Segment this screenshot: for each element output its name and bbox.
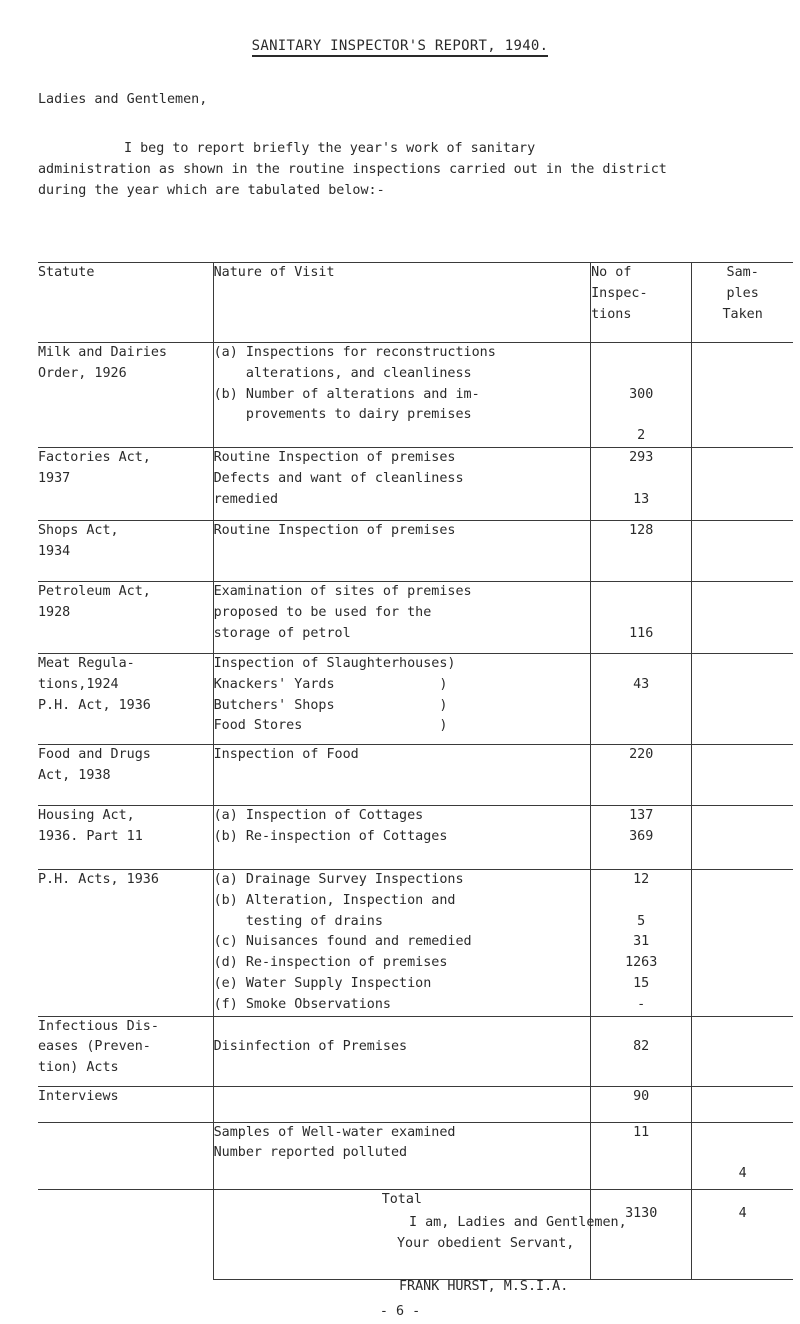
signature: FRANK HURST, M.S.I.A. [399, 1279, 569, 1294]
samples-cell [692, 581, 793, 653]
samples-cell [692, 447, 793, 520]
statute-line: P.H. Acts, 1936 [38, 871, 159, 887]
table-row [38, 869, 793, 1016]
inspections-cell [591, 581, 692, 653]
inspections-cell [591, 1122, 692, 1189]
statute-line: Milk and Dairies [38, 345, 167, 360]
statute-line: tions,1924 [38, 676, 119, 692]
statute-cell [38, 447, 213, 520]
inspections-value: 300 [629, 386, 654, 402]
intro-line: during the year which are tabulated below:- [38, 182, 385, 198]
samples-cell [692, 869, 793, 1016]
statute-line: 1936. Part 11 [38, 828, 143, 844]
total-label: Total [213, 1189, 591, 1279]
header-number-of-inspections: No of Inspec- tions [591, 263, 692, 343]
samples-value [692, 1143, 793, 1164]
statute-line: eases (Preven- [38, 1039, 151, 1055]
samples-cell [692, 1016, 793, 1086]
inspections-value: 137 [629, 807, 654, 823]
header-samples-taken: Sam- ples Taken [692, 263, 793, 343]
nature-line: (e) Water Supply Inspection [213, 975, 432, 991]
inspections-value [591, 654, 691, 675]
statute-cell [38, 1086, 213, 1122]
statute-cell [38, 869, 213, 1016]
nature-cell [213, 653, 591, 744]
inspections-cell [591, 653, 692, 744]
samples-cell [692, 520, 793, 581]
inspections-value: 82 [633, 1039, 650, 1055]
inspections-cell [591, 343, 692, 448]
statute-line: P.H. Act, 1936 [38, 697, 151, 713]
nature-cell [213, 805, 591, 869]
nature-line: (b) Number of alterations and im- [213, 386, 480, 402]
samples-cell [692, 744, 793, 805]
nature-line: Butchers' Shops ) [213, 697, 448, 713]
inspections-value: 128 [629, 522, 654, 538]
statute-cell [38, 581, 213, 653]
table-header-row [38, 263, 793, 343]
samples-value: 4 [738, 1166, 747, 1182]
statute-line: tion) Acts [38, 1060, 119, 1076]
statute-line: Meat Regula- [38, 655, 135, 671]
inspections-value: 116 [629, 625, 654, 641]
inspections-value: 2 [637, 428, 646, 444]
total-samples: 4 [692, 1189, 793, 1279]
closing-line: I am, Ladies and Gentlemen, [409, 1215, 627, 1230]
samples-cell [692, 805, 793, 869]
inspections-cell [591, 520, 692, 581]
inspections-value [591, 343, 691, 364]
statute-line: Food and Drugs [38, 746, 151, 762]
statute-line: Infectious Dis- [38, 1018, 159, 1034]
statute-cell [38, 805, 213, 869]
inspections-cell [591, 1086, 692, 1122]
inspections-value: 15 [633, 975, 650, 991]
nature-cell [213, 1086, 591, 1122]
nature-line: (d) Re-inspection of premises [213, 955, 448, 971]
statute-cell [38, 1016, 213, 1086]
inspections-value [591, 891, 691, 912]
statute-cell [38, 520, 213, 581]
nature-line [214, 1087, 591, 1108]
nature-cell [213, 1122, 591, 1189]
header-statute: Statute [38, 263, 213, 343]
nature-line: Defects and want of cleanliness [213, 470, 464, 486]
nature-line: Routine Inspection of premises [213, 522, 456, 538]
page-number: - 6 - [379, 1304, 421, 1319]
inspections-value [591, 603, 691, 624]
inspections-value: 31 [633, 934, 650, 950]
intro-line: I beg to report briefly the year's work of sanitary [124, 141, 536, 156]
nature-line: (a) Inspections for reconstructions [213, 345, 496, 360]
statute-line: Order, 1926 [38, 365, 127, 381]
nature-line: Examination of sites of premises [213, 583, 472, 599]
statute-line: 1937 [38, 470, 71, 486]
statute-line: Housing Act, [38, 807, 135, 823]
nature-cell [213, 581, 591, 653]
inspections-value: 1263 [625, 955, 658, 971]
table-row [38, 1016, 793, 1086]
nature-line: proposed to be used for the [213, 604, 432, 620]
nature-line: Disinfection of Premises [213, 1039, 408, 1055]
nature-line: (b) Alteration, Inspection and [213, 892, 456, 908]
inspections-cell [591, 1016, 692, 1086]
inspections-cell [591, 805, 692, 869]
salutation: Ladies and Gentlemen, [38, 92, 208, 107]
table-row [38, 447, 793, 520]
statute-line: Interviews [38, 1088, 119, 1104]
nature-line: Knackers' Yards ) [213, 676, 448, 692]
nature-line: storage of petrol [213, 625, 351, 641]
statute-line: 1934 [38, 543, 71, 559]
samples-cell [692, 1122, 793, 1189]
nature-cell [213, 744, 591, 805]
header-nature-of-visit: Nature of Visit [213, 263, 591, 343]
nature-line: remedied [213, 491, 279, 507]
table-row [38, 1086, 793, 1122]
nature-line: Routine Inspection of premises [213, 449, 456, 465]
inspections-value: 11 [633, 1124, 650, 1140]
nature-cell [213, 343, 591, 448]
nature-line: (f) Smoke Observations [213, 996, 391, 1012]
inspections-value [591, 405, 691, 426]
nature-line: Inspection of Slaughterhouses) [213, 655, 456, 671]
nature-line: (b) Re-inspection of Cottages [213, 828, 448, 844]
table-row [38, 520, 793, 581]
nature-line [214, 1017, 591, 1038]
inspections-value: 90 [633, 1088, 650, 1104]
samples-cell [692, 343, 793, 448]
inspections-value [591, 469, 691, 490]
nature-line: alterations, and cleanliness [213, 365, 472, 381]
samples-value [692, 1123, 793, 1144]
table-row [38, 653, 793, 744]
inspections-value: - [637, 996, 646, 1012]
statute-line: 1928 [38, 604, 71, 620]
nature-line: Samples of Well-water examined [213, 1124, 456, 1140]
inspections-value: 13 [633, 491, 650, 507]
inspections-value: 43 [633, 676, 650, 692]
statute-line: Shops Act, [38, 522, 119, 538]
total-inspections: 3130 [591, 1189, 692, 1279]
nature-cell [213, 520, 591, 581]
statute-cell [38, 1122, 213, 1189]
inspections-value [591, 1017, 691, 1038]
nature-line: testing of drains [213, 913, 383, 929]
report-title: SANITARY INSPECTOR'S REPORT, 1940. [0, 36, 800, 58]
samples-cell [692, 653, 793, 744]
table-row [38, 343, 793, 448]
intro-line: administration as shown in the routine inspections carried out in the district [38, 161, 667, 177]
nature-cell [213, 447, 591, 520]
nature-line: (c) Nuisances found and remedied [213, 934, 472, 950]
nature-cell [213, 1016, 591, 1086]
nature-line: Inspection of Food [213, 746, 359, 762]
inspections-value: 5 [637, 913, 646, 929]
nature-line: (a) Inspection of Cottages [213, 807, 424, 823]
inspections-cell [591, 744, 692, 805]
table-row [38, 1122, 793, 1189]
inspections-value: 220 [629, 746, 654, 762]
nature-line: provements to dairy premises [213, 407, 472, 423]
nature-line: (a) Drainage Survey Inspections [213, 871, 464, 887]
statute-line: Factories Act, [38, 449, 151, 465]
inspections-cell [591, 869, 692, 1016]
statute-line: Act, 1938 [38, 767, 111, 783]
nature-cell [213, 869, 591, 1016]
inspections-value: 293 [629, 449, 654, 465]
closing-line: Your obedient Servant, [397, 1235, 575, 1251]
inspections-table [38, 262, 793, 1280]
intro-paragraph [38, 139, 768, 201]
table-row [38, 744, 793, 805]
inspections-value: 369 [629, 828, 654, 844]
inspections-cell [591, 447, 692, 520]
inspections-value [591, 364, 691, 385]
table-row [38, 581, 793, 653]
statute-cell [38, 343, 213, 448]
statute-cell [38, 653, 213, 744]
statute-line: Petroleum Act, [38, 583, 151, 599]
samples-cell [692, 1086, 793, 1122]
nature-line: Food Stores ) [213, 718, 448, 734]
nature-line: Number reported polluted [213, 1145, 408, 1161]
inspections-value [591, 582, 691, 603]
inspections-value: 12 [633, 871, 650, 887]
table-row [38, 805, 793, 869]
statute-cell [38, 744, 213, 805]
closing [397, 1213, 627, 1255]
